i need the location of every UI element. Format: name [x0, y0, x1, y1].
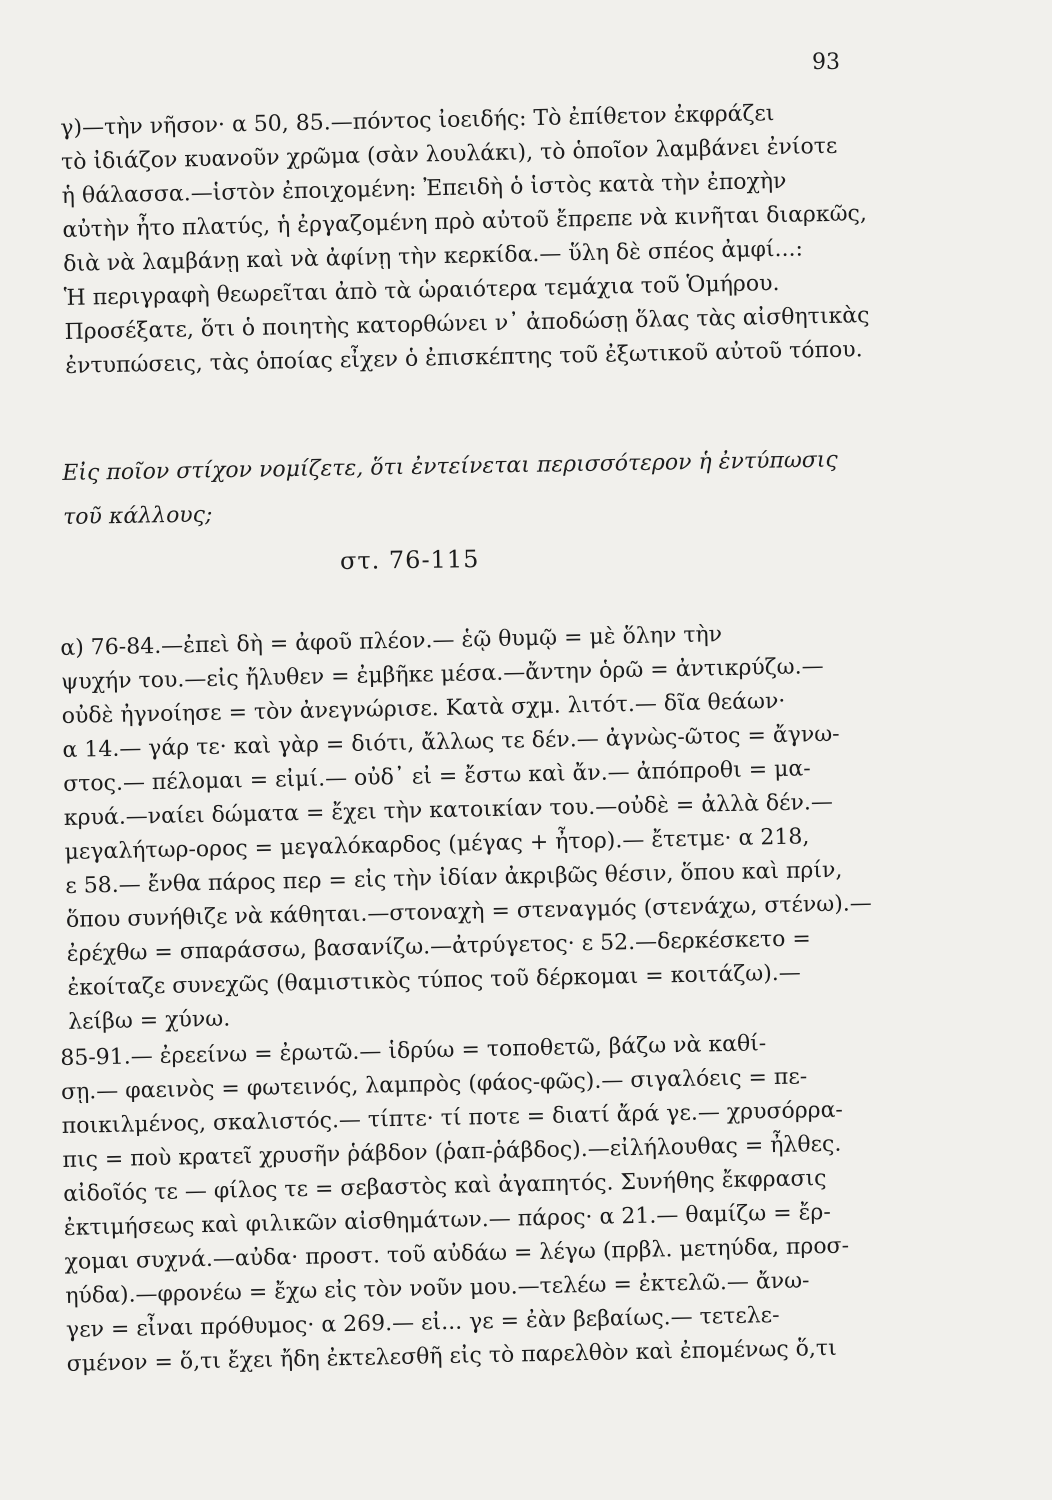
text-line: ἐντυπώσεις, τὰς ὁποίας εἶχεν ὁ ἐπισκέπτης τοῦ ἐξωτικοῦ αὐτοῦ τόπου. — [65, 337, 863, 379]
text-line: ηύδα).—φρονέω = ἔχω εἰς τὸν νοῦν μου.—τελέω = ἐκτελῶ.— ἄνω- — [65, 1268, 810, 1309]
text-line: πις = ποὺ κρατεῖ χρυσῆν ῥάβδον (ῥαπ-ῥάβδος).—εἰλήλουθας = ἦλθες. — [62, 1131, 842, 1173]
text-line: ἡ θάλασσα.—ἱστὸν ἐποιχομένη: Ἐπειδὴ ὁ ἱστὸς κατὰ τὴν ἐποχὴν — [61, 168, 787, 209]
text-line: οὐδὲ ἠγνοίησε = τὸν ἀνεγνώρισε. Κατὰ σχμ. λιτότ.— δῖα θεάων· — [61, 688, 786, 729]
text-line: χομαι συχνά.—αὐδα· προστ. τοῦ αὐδάω = λέγω (πρβλ. μετηύδα, προσ- — [64, 1233, 850, 1275]
text-line: ε 58.— ἔνθα πάρος περ = εἰς τὴν ἰδίαν ἀκριβῶς θέσιν, ὅπου καὶ πρίν, — [65, 857, 843, 899]
text-line: ἐκοίταζε συνεχῶς (θαμιστικὸς τύπος τοῦ δέρκομαι = κοιτάζω).— — [67, 960, 802, 1001]
glossary-part-b — [60, 1025, 867, 1382]
text-line: ποικιλμένος, σκαλιστός.— τίπτε· τί ποτε = διατί ἄρά γε.— χρυσόρρα- — [61, 1097, 844, 1139]
text-line: ὅπου συνήθιζε νὰ κάθηται.—στοναχὴ = στεναγμός (στενάχω, στένω).— — [65, 891, 873, 933]
text-line: διὰ νὰ λαμβάνῃ καὶ νὰ ἀφίνῃ τὴν κερκίδα.— ὕλη δὲ σπέος ἀμφί...: — [62, 236, 804, 277]
text-line: γ)—τὴν νῆσον· α 50, 85.—πόντος ἰοειδής: Τὸ ἐπίθετον ἐκφράζει — [60, 101, 775, 141]
text-line: Προσέξατε, ὅτι ὁ ποιητὴς κατορθώνει ν᾿ ἀποδώσῃ ὅλας τὰς αἰσθητικὰς — [64, 303, 870, 345]
text-line: γεν = εἶναι πρόθυμος· α 269.— εἰ... γε = ἐὰν βεβαίως.— τετελε- — [65, 1302, 780, 1343]
text-line: λείβω = χύνω. — [67, 1006, 231, 1035]
question-line: τοῦ κάλλους; — [62, 502, 213, 530]
text-line: σμένον = ὅ,τι ἔχει ἤδη ἐκτελεσθῆ εἰς τὸ παρελθὸν καὶ ἐπομένως ὅ,τι — [66, 1335, 837, 1377]
text-line: κρυά.—ναίει δώματα = ἔχει τὴν κατοικίαν του.—οὐδὲ = ἀλλὰ δέν.— — [63, 789, 834, 831]
question-line: Εἰς ποῖον στίχον νομίζετε, ὅτι ἐντείνεται περισσότερον ἡ ἐντύπωσις — [62, 447, 838, 486]
page-number: 93 — [812, 50, 840, 75]
text-line: α) 76-84.—ἐπεὶ δὴ = ἀφοῦ πλέον.— ἑῷ θυμῷ = μὲ ὅλην τὴν — [60, 622, 723, 661]
text-line: μεγαλήτωρ-ορος = μεγαλόκαρδος (μέγας + ἦτορ).— ἔτετμε· α 218, — [64, 824, 810, 865]
text-line: αἰδοῖός τε — φίλος τε = σεβαστὸς καὶ ἀγαπητός. Συνήθης ἔκφρασις — [62, 1165, 827, 1207]
text-line: ἐκτιμήσεως καὶ φιλικῶν αἰσθημάτων.— πάρος· α 21.— θαμίζω = ἔρ- — [63, 1199, 832, 1241]
text-line: σῃ.— φαεινὸς = φωτεινός, λαμπρὸς (φάος-φῶς).— σιγαλόεις = πε- — [60, 1064, 808, 1105]
text-line: ἐρέχθω = σπαράσσω, βασανίζω.—ἀτρύγετος· ε 52.—δερκέσκετο = — [66, 926, 812, 967]
text-line: 85-91.— ἐρεείνω = ἐρωτῶ.— ἱδρύω = τοποθετῶ, βάζω νὰ καθί- — [60, 1031, 767, 1071]
glossary-part-a — [60, 615, 873, 1040]
intro-paragraph — [60, 95, 870, 384]
text-line: αὐτὴν ἦτο πλατύς, ἡ ἐργαζομένη πρὸ αὐτοῦ ἔπρεπε νὰ κινῆται διαρκῶς, — [62, 201, 868, 243]
text-line: στος.— πέλομαι = εἰμί.— οὐδ᾿ εἰ = ἔστω καὶ ἄν.— ἀπόπροθι = μα- — [62, 756, 811, 797]
question-paragraph — [62, 438, 863, 540]
text-line: Ἡ περιγραφὴ θεωρεῖται ἀπὸ τὰ ὡραιότερα τεμάχια τοῦ Ὁμήρου. — [63, 270, 780, 311]
section-heading: στ. 76-115 — [339, 545, 480, 575]
text-line: α 14.— γάρ τε· καὶ γὰρ = διότι, ἄλλως τε δέν.— ἀγνὼς-ῶτος = ἄγνω- — [62, 721, 840, 763]
text-line: ψυχήν του.—εἰς ἤλυθεν = ἐμβῆκε μέσα.—ἄντην ὁρῶ = ἀντικρύζω.— — [60, 654, 824, 695]
text-line: τὸ ἰδιάζον κυανοῦν χρῶμα (σὰν λουλάκι), τὸ ὁποῖον λαμβάνει ἐνίοτε — [60, 133, 838, 175]
